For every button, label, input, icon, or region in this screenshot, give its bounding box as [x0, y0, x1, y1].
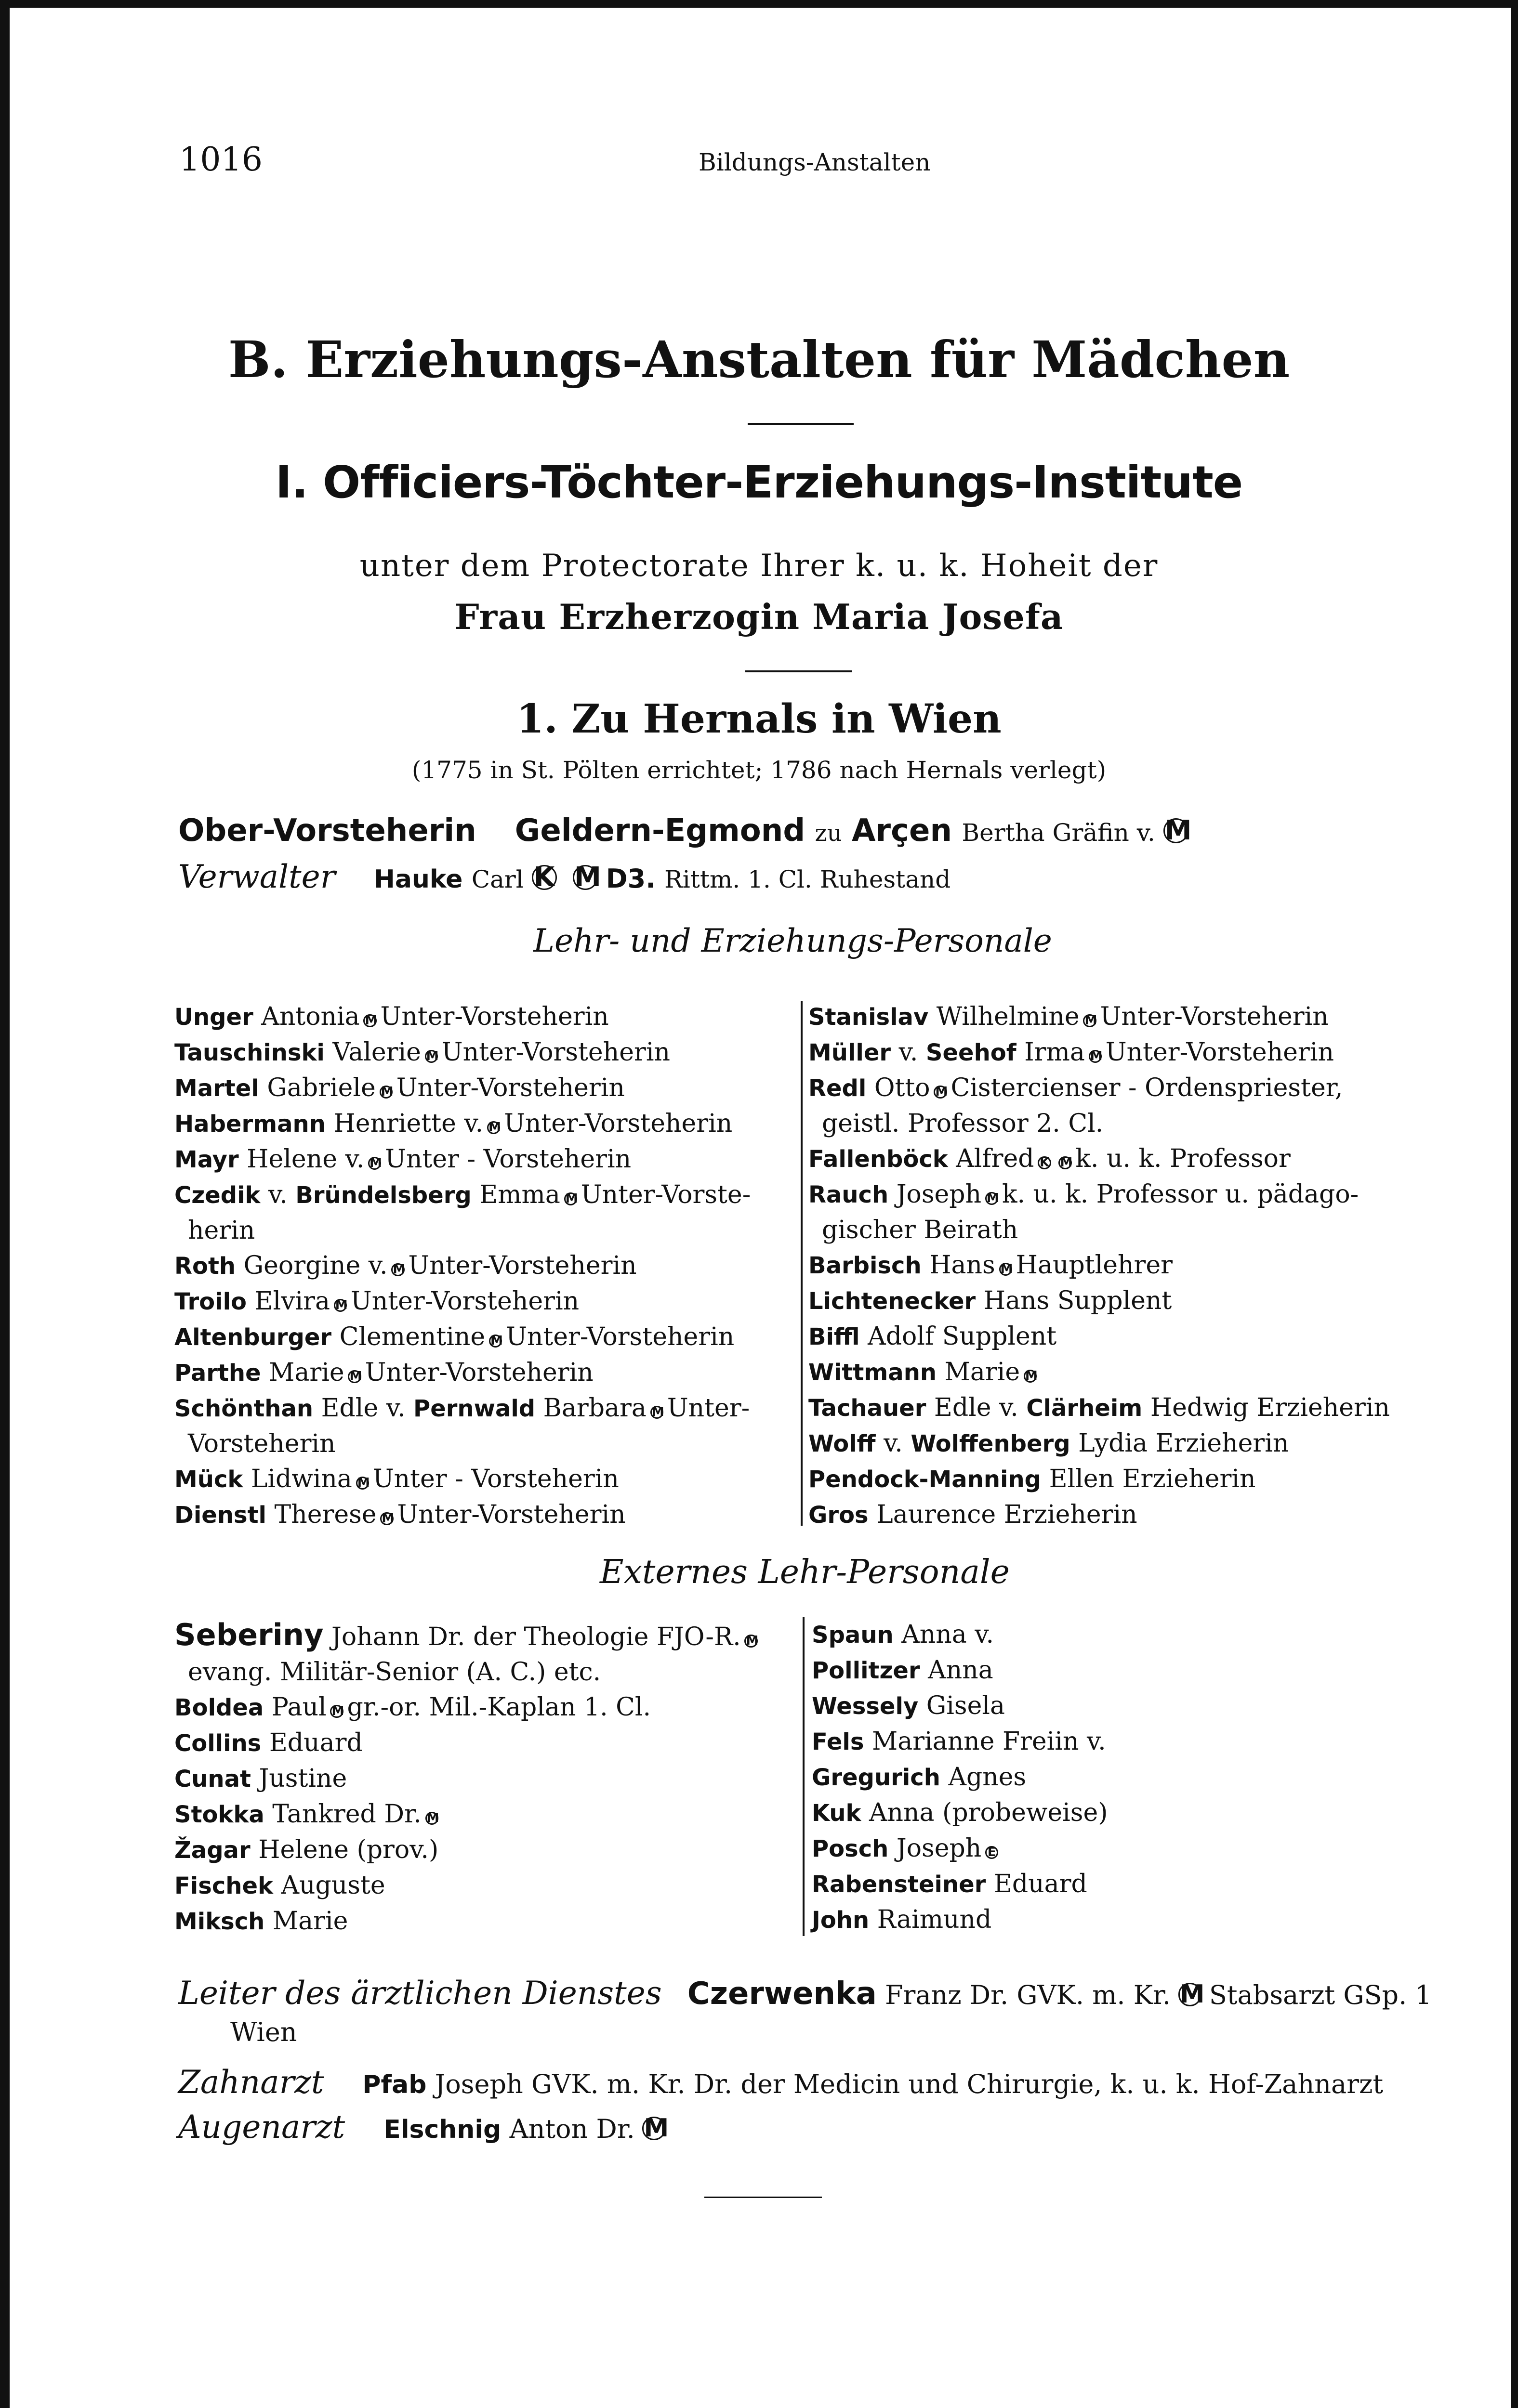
list-item: [808, 1141, 1390, 1177]
list-item: [808, 1071, 1390, 1106]
person-name: Collins: [174, 1730, 262, 1757]
entry-role: k. u. k. Professor: [1075, 1144, 1291, 1173]
medal-m-icon: M: [1178, 1983, 1202, 2006]
role-label: Augenarzt: [178, 2108, 345, 2146]
medal-m-icon: M: [348, 1370, 361, 1383]
person-name: Czedik: [174, 1182, 261, 1209]
entry-role: Unter-Vorsteherin: [397, 1500, 626, 1529]
entry-text: Emma: [479, 1180, 560, 1209]
list-item: [808, 1426, 1390, 1462]
role-label: Ober-Vorsteherin: [178, 813, 476, 849]
entry-text: Hans Supplent: [983, 1286, 1172, 1315]
role-label: Verwalter: [178, 858, 336, 895]
entry-text: Marie: [944, 1358, 1020, 1387]
medal-m-icon: M: [1163, 818, 1188, 843]
person-name: Gros: [808, 1502, 869, 1529]
list-item: [808, 1497, 1390, 1533]
entry-text: Tankred Dr.: [272, 1800, 422, 1829]
medal-m-icon: M: [380, 1512, 393, 1525]
entry-role: Unter-Vorsteherin: [380, 1002, 609, 1031]
medal-m-icon: M: [744, 1635, 757, 1648]
entry-text: v.: [268, 1180, 288, 1209]
entry-role: Unter-Vorsteherin: [1105, 1038, 1334, 1067]
entry-text: Antonia: [261, 1002, 360, 1031]
entry-text: v.: [898, 1038, 918, 1067]
role-label: Zahnarzt: [178, 2064, 324, 2101]
entry-role: Unter-Vorsteherin: [350, 1287, 580, 1316]
entry-role: gr.-or. Mil.-Kaplan 1. Cl.: [347, 1693, 651, 1722]
person-name: Schönthan: [174, 1395, 314, 1422]
person-name: Pernwald: [413, 1395, 536, 1422]
person-name: John: [812, 1907, 870, 1934]
medal-m-icon: M: [330, 1705, 343, 1718]
medal-m-icon: M: [1089, 1050, 1102, 1063]
entry-text: Hans: [929, 1251, 995, 1280]
entry-text: Elvira: [254, 1287, 330, 1316]
entry-text: Eduard: [269, 1728, 363, 1757]
entry-text: Barbara: [543, 1394, 647, 1423]
entry-role: Unter-Vorsteherin: [504, 1109, 733, 1138]
person-details: Rittm. 1. Cl. Ruhestand: [664, 865, 951, 893]
list-item: [174, 1690, 762, 1726]
entry-role: Unter-Vorsteherin: [441, 1038, 670, 1067]
list-item: [808, 1283, 1390, 1319]
person-name: Redl: [808, 1075, 867, 1102]
entry-text: Alfred: [956, 1144, 1034, 1173]
aerztlich-cont: Wien: [230, 2017, 297, 2047]
list-item: [808, 1106, 1390, 1141]
list-item: [812, 1653, 1108, 1688]
list-item: [174, 1071, 751, 1106]
entry-text: Edle v.: [321, 1394, 406, 1423]
entry-role: Hauptlehrer: [1016, 1251, 1173, 1280]
person-name: Gregurich: [812, 1764, 940, 1791]
entry-text: Joseph: [896, 1834, 982, 1863]
running-title: Bildungs-Anstalten: [699, 148, 931, 176]
person-details: Anton Dr.: [509, 2114, 635, 2144]
person-name: Biffl: [808, 1323, 860, 1350]
entry-text: Johann Dr. der Theologie FJO-R.: [331, 1623, 741, 1651]
entry-text: Marianne Freiin v.: [871, 1727, 1106, 1756]
person-name: Boldea: [174, 1694, 264, 1721]
divider: [748, 423, 854, 425]
list-item: [808, 1462, 1390, 1497]
person-name: Clärheim: [1026, 1395, 1143, 1422]
column-divider: [803, 1617, 805, 1936]
person-name: Mayr: [174, 1146, 239, 1173]
entry-text: Clementine: [339, 1322, 486, 1351]
list-item: [174, 999, 751, 1035]
person-title: Bertha Gräfin v.: [962, 819, 1155, 847]
medal-m-icon: M: [985, 1192, 998, 1205]
list-item: [808, 1213, 1390, 1248]
person-name: Pfab: [362, 2070, 427, 2099]
medal-m-icon: M: [934, 1086, 947, 1099]
entry-text: evang. Militär-Senior (A. C.) etc.: [188, 1658, 601, 1687]
institute-title: I. Officiers-Töchter-Erziehungs-Institute: [275, 457, 1243, 508]
list-item: [174, 1617, 762, 1655]
medal-m-icon: M: [391, 1263, 404, 1276]
extern-heading: Externes Lehr-Personale: [600, 1553, 1010, 1591]
person-name: Fallenböck: [808, 1146, 948, 1173]
entry-text: Laurence Erzieherin: [876, 1500, 1137, 1529]
person-name: Rauch: [808, 1181, 889, 1208]
aerztlich-line: [178, 1975, 1432, 2012]
entry-text: Helene (prov.): [258, 1835, 439, 1864]
list-item: [174, 1761, 762, 1797]
subsection-note: (1775 in St. Pölten errichtet; 1786 nach Hernals verlegt): [411, 756, 1107, 784]
entry-text: Valerie: [332, 1038, 421, 1067]
person-name: Geldern-Egmond: [515, 813, 805, 849]
person-name: Pollitzer: [812, 1657, 920, 1684]
person-name: Troilo: [174, 1288, 247, 1315]
list-item: [174, 1904, 762, 1939]
extern-left-list: [174, 1617, 762, 1939]
list-item: [808, 1390, 1390, 1426]
entry-text: Vorsteherin: [188, 1429, 336, 1458]
ober-vorsteherin-line: [178, 813, 1196, 849]
medal-m-icon: M: [1024, 1370, 1037, 1383]
list-item: [174, 1832, 762, 1868]
list-item: [808, 1248, 1390, 1283]
entry-text: v.: [884, 1429, 903, 1458]
person-name: Bründelsberg: [295, 1182, 472, 1209]
entry-text: Wilhelmine: [936, 1002, 1080, 1031]
person-name: Lichtenecker: [808, 1288, 976, 1315]
person-first-name: Carl: [471, 865, 524, 893]
list-item: [174, 1284, 751, 1320]
lehr-heading: Lehr- und Erziehungs-Personale: [533, 922, 1052, 959]
list-item: [174, 1178, 751, 1213]
medal-m-icon: M: [487, 1121, 500, 1134]
person-name: Mück: [174, 1466, 243, 1493]
closing-rule: [704, 2197, 822, 2198]
person-name: Fels: [812, 1728, 864, 1755]
entry-text: Anna: [928, 1656, 993, 1685]
entry-text: Gabriele: [267, 1073, 376, 1102]
person-name: Arçen: [852, 813, 952, 849]
entry-text: Otto: [874, 1073, 930, 1102]
list-item: [174, 1035, 751, 1071]
medal-m-icon: M: [368, 1157, 381, 1170]
entry-text: Ellen Erzieherin: [1049, 1465, 1256, 1493]
entry-text: Auguste: [281, 1871, 385, 1900]
entry-text: Anna (probeweise): [869, 1798, 1108, 1827]
person-name: Pendock-Manning: [808, 1466, 1042, 1493]
medal-m-icon: M: [356, 1477, 369, 1490]
particle: zu: [815, 820, 842, 847]
left-staff-list: [174, 999, 751, 1533]
medal-m-icon: M: [1058, 1156, 1071, 1169]
person-name: Martel: [174, 1075, 259, 1102]
list-item: [174, 1797, 762, 1832]
entry-text: Hedwig Erzieherin: [1150, 1393, 1390, 1422]
medal-m-icon: M: [1083, 1014, 1096, 1027]
column-divider: [801, 1001, 803, 1526]
list-item: [808, 1355, 1390, 1390]
person-name: Unger: [174, 1004, 253, 1031]
list-item: [808, 1319, 1390, 1355]
list-item: [808, 1177, 1390, 1213]
entry-text: Helene v.: [247, 1145, 365, 1174]
entry-role: k. u. k. Professor u. pädago-: [1002, 1180, 1359, 1209]
entry-text: Raimund: [877, 1905, 992, 1934]
right-staff-list: [808, 999, 1390, 1533]
person-name: Fischek: [174, 1872, 273, 1899]
person-name: Hauke: [374, 865, 463, 894]
page-number: 1016: [179, 141, 263, 179]
list-item: [808, 999, 1390, 1035]
protectorate-line: unter dem Protectorate Ihrer k. u. k. Hoheit der: [359, 548, 1159, 584]
protectorate-name: Frau Erzherzogin Maria Josefa: [454, 596, 1064, 637]
person-name: Seehof: [925, 1039, 1016, 1066]
person-name: Habermann: [174, 1111, 326, 1138]
person-name: Elschnig: [383, 2115, 502, 2144]
list-item: [812, 1795, 1108, 1831]
augenarzt-line: [178, 2108, 673, 2146]
entry-role: Unter-Vorsteherin: [408, 1251, 637, 1280]
person-name: Tauschinski: [174, 1039, 325, 1066]
list-item: [174, 1391, 751, 1426]
entry-text: Agnes: [948, 1763, 1027, 1792]
entry-text: Georgine v.: [243, 1251, 388, 1280]
medal-m-icon: M: [564, 1192, 577, 1205]
divider: [745, 670, 852, 672]
person-name: Stanislav: [808, 1004, 929, 1031]
person-name: Cunat: [174, 1766, 251, 1793]
entry-role: Unter - Vorsteherin: [372, 1465, 619, 1493]
entry-text: Gisela: [926, 1691, 1005, 1720]
person-name: Posch: [812, 1835, 889, 1862]
entry-text: Irma: [1024, 1038, 1085, 1067]
list-item: [174, 1106, 751, 1142]
entry-role: Cistercienser - Ordenspriester,: [950, 1073, 1343, 1102]
list-item: [174, 1213, 751, 1248]
list-item: [174, 1497, 751, 1533]
list-item: [812, 1760, 1108, 1795]
entry-text: Marie: [269, 1358, 344, 1387]
person-rank: Stabsarzt GSp. 1: [1209, 1980, 1432, 2010]
person-name: Wessely: [812, 1693, 919, 1720]
zahnarzt-line: [178, 2064, 1383, 2101]
entry-role: Unter-Vorsteherin: [365, 1358, 594, 1387]
medal-k-icon: K: [1038, 1156, 1051, 1169]
list-item: [174, 1248, 751, 1284]
entry-role: Unter-Vorsteherin: [396, 1073, 625, 1102]
person-name: Rabensteiner: [812, 1871, 986, 1898]
list-item: [174, 1655, 762, 1690]
person-name: Wolffenberg: [911, 1430, 1070, 1457]
entry-text: Joseph: [896, 1180, 982, 1209]
entry-role: Unter-: [667, 1394, 750, 1423]
person-name: Altenburger: [174, 1324, 332, 1351]
entry-text: Therese: [274, 1500, 377, 1529]
list-item: [812, 1688, 1108, 1724]
person-name: Wolff: [808, 1430, 876, 1457]
list-item: [174, 1426, 751, 1462]
medal-m-icon: M: [999, 1263, 1012, 1276]
person-name: Seberiny: [174, 1617, 324, 1652]
medal-m-icon: M: [425, 1050, 438, 1063]
medal-m-icon: M: [334, 1299, 347, 1312]
entry-text: geistl. Professor 2. Cl.: [822, 1109, 1104, 1138]
list-item: [174, 1355, 751, 1391]
extern-right-list: [812, 1617, 1108, 1938]
list-item: [174, 1462, 751, 1497]
verwalter-line: [178, 858, 950, 895]
person-name: Tachauer: [808, 1395, 926, 1422]
person-name: Žagar: [174, 1837, 251, 1864]
list-item: [812, 1831, 1108, 1867]
person-name: Dienstl: [174, 1502, 266, 1529]
person-name: Stokka: [174, 1801, 264, 1828]
role-label: Leiter des ärztlichen Dienstes: [178, 1975, 662, 2012]
entry-text: Marie: [272, 1907, 348, 1936]
decoration-d3: D3.: [606, 864, 656, 894]
entry-text: Paul: [271, 1693, 327, 1722]
person-name: Miksch: [174, 1908, 265, 1935]
medal-m-icon: M: [489, 1335, 502, 1348]
entry-role: Unter - Vorsteherin: [385, 1145, 632, 1174]
person-name: Barbisch: [808, 1252, 922, 1279]
entry-text: Justine: [259, 1764, 347, 1793]
list-item: [812, 1724, 1108, 1760]
entry-role: Unter-Vorste-: [581, 1180, 751, 1209]
entry-text: herin: [188, 1216, 255, 1245]
list-item: [174, 1320, 751, 1355]
medal-m-icon: M: [650, 1406, 663, 1419]
medal-m-icon: M: [425, 1812, 438, 1825]
entry-text: Lidwina: [251, 1465, 352, 1493]
entry-text: gischer Beirath: [822, 1216, 1018, 1244]
list-item: [174, 1868, 762, 1904]
list-item: [808, 1035, 1390, 1071]
medal-m-icon: M: [642, 2117, 666, 2140]
entry-text: Edle v.: [934, 1393, 1018, 1422]
person-name: Kuk: [812, 1800, 861, 1827]
subsection-title: 1. Zu Hernals in Wien: [516, 696, 1002, 742]
entry-role: Unter-Vorsteherin: [506, 1322, 735, 1351]
list-item: [174, 1142, 751, 1178]
entry-text: Eduard: [993, 1870, 1087, 1898]
person-details: Joseph GVK. m. Kr. Dr. der Medicin und Chirurgie, k. u. k. Hof-Zahnarzt: [435, 2069, 1384, 2099]
entry-text: Lydia Erzieherin: [1078, 1429, 1289, 1458]
section-title: B. Erziehungs-Anstalten für Mädchen: [228, 330, 1290, 389]
medal-m-icon: M: [363, 1014, 376, 1027]
person-name: Czerwenka: [687, 1976, 877, 2012]
person-details: Franz Dr. GVK. m. Kr.: [884, 1980, 1171, 2010]
entry-role: Unter-Vorsteherin: [1100, 1002, 1329, 1031]
medal-k-icon: K: [532, 865, 557, 890]
list-item: [812, 1617, 1108, 1653]
entry-text: Henriette v.: [333, 1109, 484, 1138]
medal-e-icon: E: [985, 1846, 998, 1859]
person-name: Parthe: [174, 1360, 261, 1387]
medal-m-icon: M: [573, 865, 598, 890]
list-item: [812, 1902, 1108, 1938]
entry-text: Anna v.: [901, 1620, 994, 1649]
list-item: [174, 1726, 762, 1761]
person-name: Spaun: [812, 1622, 894, 1649]
entry-text: Adolf Supplent: [868, 1322, 1057, 1351]
person-name: Wittmann: [808, 1359, 937, 1386]
person-name: Müller: [808, 1039, 891, 1066]
person-name: Roth: [174, 1253, 236, 1280]
list-item: [812, 1867, 1108, 1902]
medal-m-icon: M: [380, 1086, 393, 1099]
